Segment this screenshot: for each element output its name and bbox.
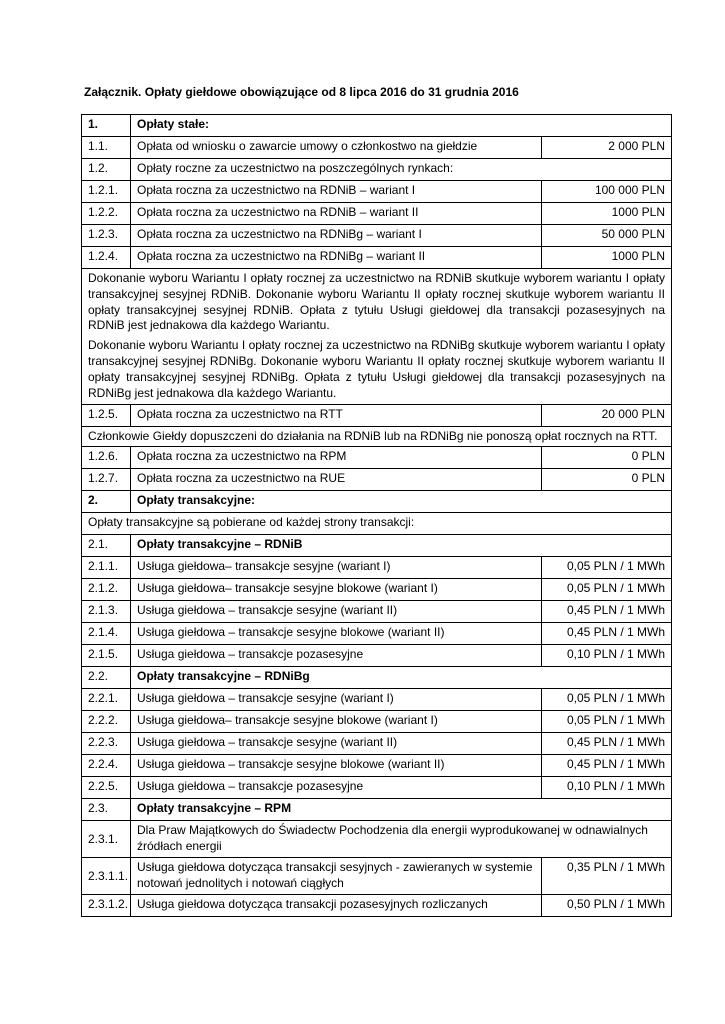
note-row: [82, 426, 672, 447]
table-row: [82, 623, 672, 645]
row-label: Opłata od wniosku o zawarcie umowy o członkostwo na giełdzie: [131, 137, 542, 159]
row-number: 2.3.1.1.: [82, 858, 131, 895]
row-number: 2.1.5.: [82, 645, 131, 667]
row-number: 1.2.4.: [82, 247, 131, 269]
row-label: Usługa giełdowa– transakcje sesyjne (wariant I): [131, 557, 542, 579]
row-value: 100 000 PLN: [542, 181, 672, 203]
subsection-heading: Opłaty transakcyjne – RDNiBg: [131, 667, 672, 689]
row-label: Opłata roczna za uczestnictwo na RUE: [131, 469, 542, 491]
row-number: 2.3.: [82, 799, 131, 821]
row-value: 0,10 PLN / 1 MWh: [542, 777, 672, 799]
note-paragraph: Dokonanie wyboru Wariantu I opłaty rocznej za uczestnictwo na RDNiBg skutkuje wyborem wariantu I opłaty transakcyjnej sesyjnej RDNiBg. Dokonanie wyboru Wariantu II opłaty rocznej skutkuje wyborem wariantu II opłaty transakcyjnej sesyjnej RDNiBg. Opłata z tytułu Usługi giełdowej dla transakcji pozasesyjnych na RDNiBg jest jednakowa dla każdego Wariantu.: [88, 338, 665, 400]
section-row: [82, 491, 672, 513]
table-row: [82, 247, 672, 269]
section-row: [82, 115, 672, 137]
row-number: 1.1.: [82, 137, 131, 159]
row-value: 20 000 PLN: [542, 404, 672, 426]
note-row: [82, 513, 672, 535]
row-label: Opłata roczna za uczestnictwo na RPM: [131, 447, 542, 469]
row-label: Usługa giełdowa dotycząca transakcji pozasesyjnych rozliczanych: [131, 895, 542, 917]
table-row: [82, 404, 672, 426]
row-value: 0,05 PLN / 1 MWh: [542, 579, 672, 601]
table-row: [82, 601, 672, 623]
row-value: 1000 PLN: [542, 247, 672, 269]
subsection-row: [82, 799, 672, 821]
row-value: 0,50 PLN / 1 MWh: [542, 895, 672, 917]
row-number: 2.1.: [82, 535, 131, 557]
table-row: [82, 159, 672, 181]
note-paragraph: Dokonanie wyboru Wariantu I opłaty rocznej za uczestnictwo na RDNiB skutkuje wyborem wariantu I opłaty transakcyjnej sesyjnej RDNiB. Dokonanie wyboru Wariantu II opłaty rocznej skutkuje wyborem wariantu II opłaty transakcyjnej sesyjnej RDNiB. Opłata z tytułu Usługi giełdowej dla transakcji pozasesyjnych na RDNiB jest jednakowa dla każdego Wariantu.: [88, 271, 665, 333]
row-number: 1.: [82, 115, 131, 137]
row-label: Usługa giełdowa – transakcje sesyjne (wariant I): [131, 689, 542, 711]
table-row: [82, 645, 672, 667]
row-value: 0,35 PLN / 1 MWh: [542, 858, 672, 895]
row-value: 0 PLN: [542, 469, 672, 491]
row-number: 2.2.4.: [82, 755, 131, 777]
row-label: Opłata roczna za uczestnictwo na RDNiBg – wariant II: [131, 247, 542, 269]
row-number: 1.2.6.: [82, 447, 131, 469]
table-row: [82, 469, 672, 491]
row-label: Usługa giełdowa dotycząca transakcji sesyjnych - zawieranych w systemie notowań jednolitych i notowań ciągłych: [131, 858, 542, 895]
row-number: 1.2.2.: [82, 203, 131, 225]
table-row: [82, 711, 672, 733]
row-number: 2.: [82, 491, 131, 513]
row-number: 2.1.2.: [82, 579, 131, 601]
note-cell: [82, 269, 672, 405]
row-number: 2.3.1.: [82, 821, 131, 858]
row-number: 1.2.3.: [82, 225, 131, 247]
row-number: 2.2.5.: [82, 777, 131, 799]
row-value: 2 000 PLN: [542, 137, 672, 159]
row-number: 2.2.1.: [82, 689, 131, 711]
table-row: [82, 225, 672, 247]
row-label: Usługa giełdowa – transakcje sesyjne blokowe (wariant II): [131, 755, 542, 777]
row-number: 1.2.: [82, 159, 131, 181]
row-value: 1000 PLN: [542, 203, 672, 225]
section-heading: Opłaty stałe:: [131, 115, 672, 137]
table-row: [82, 689, 672, 711]
row-value: 0,05 PLN / 1 MWh: [542, 689, 672, 711]
subsection-heading: Opłaty transakcyjne – RDNiB: [131, 535, 672, 557]
row-label: Usługa giełdowa – transakcje sesyjne (wariant II): [131, 733, 542, 755]
row-label: Usługa giełdowa – transakcje sesyjne (wariant II): [131, 601, 542, 623]
row-value: 0 PLN: [542, 447, 672, 469]
row-value: 0,05 PLN / 1 MWh: [542, 557, 672, 579]
row-number: 1.2.7.: [82, 469, 131, 491]
row-label: Usługa giełdowa– transakcje sesyjne blokowe (wariant I): [131, 579, 542, 601]
row-label: Opłata roczna za uczestnictwo na RDNiB – wariant II: [131, 203, 542, 225]
row-number: 1.2.1.: [82, 181, 131, 203]
row-value: 0,05 PLN / 1 MWh: [542, 711, 672, 733]
table-row: [82, 557, 672, 579]
row-label: Opłata roczna za uczestnictwo na RDNiBg – wariant I: [131, 225, 542, 247]
table-row: [82, 579, 672, 601]
table-row: [82, 181, 672, 203]
subsection-heading: Opłaty transakcyjne – RPM: [131, 799, 672, 821]
note-row: [82, 269, 672, 405]
row-number: 2.2.2.: [82, 711, 131, 733]
row-value: 0,45 PLN / 1 MWh: [542, 755, 672, 777]
row-label: Usługa giełdowa – transakcje sesyjne blokowe (wariant II): [131, 623, 542, 645]
note-cell: Opłaty transakcyjne są pobierane od każdej strony transakcji:: [82, 513, 672, 535]
table-row: [82, 895, 672, 917]
row-number: 2.1.4.: [82, 623, 131, 645]
row-number: 2.2.3.: [82, 733, 131, 755]
table-row: [82, 733, 672, 755]
table-row: [82, 447, 672, 469]
table-row: [82, 777, 672, 799]
row-value: 0,45 PLN / 1 MWh: [542, 601, 672, 623]
table-row: [82, 821, 672, 858]
row-number: 2.3.1.2.: [82, 895, 131, 917]
row-number: 2.1.3.: [82, 601, 131, 623]
row-number: 1.2.5.: [82, 404, 131, 426]
note-cell: [82, 426, 672, 447]
row-label: Opłaty roczne za uczestnictwo na poszczególnych rynkach:: [131, 159, 672, 181]
note-paragraph: Członkowie Giełdy dopuszczeni do działania na RDNiB lub na RDNiBg nie ponoszą opłat rocznych na RTT.: [88, 428, 658, 443]
row-value: 50 000 PLN: [542, 225, 672, 247]
row-value: 0,45 PLN / 1 MWh: [542, 733, 672, 755]
row-label: Opłata roczna za uczestnictwo na RDNiB – wariant I: [131, 181, 542, 203]
table-row: [82, 858, 672, 895]
document-title: Załącznik. Opłaty giełdowe obowiązujące od 8 lipca 2016 do 31 grudnia 2016: [84, 85, 519, 99]
table-row: [82, 203, 672, 225]
row-label: Usługa giełdowa – transakcje pozasesyjne: [131, 645, 542, 667]
row-value: 0,10 PLN / 1 MWh: [542, 645, 672, 667]
row-label: Opłata roczna za uczestnictwo na RTT: [131, 404, 542, 426]
row-number: 2.1.1.: [82, 557, 131, 579]
row-number: 2.2.: [82, 667, 131, 689]
row-label: Dla Praw Majątkowych do Świadectw Pochodzenia dla energii wyprodukowanej w odnawialnych źródłach energii: [131, 821, 672, 858]
fees-table: [81, 114, 672, 917]
subsection-row: [82, 535, 672, 557]
row-label: Usługa giełdowa – transakcje pozasesyjne: [131, 777, 542, 799]
table-row: [82, 755, 672, 777]
subsection-row: [82, 667, 672, 689]
row-value: 0,45 PLN / 1 MWh: [542, 623, 672, 645]
table-row: [82, 137, 672, 159]
section-heading: Opłaty transakcyjne:: [131, 491, 672, 513]
row-label: Usługa giełdowa– transakcje sesyjne blokowe (wariant I): [131, 711, 542, 733]
